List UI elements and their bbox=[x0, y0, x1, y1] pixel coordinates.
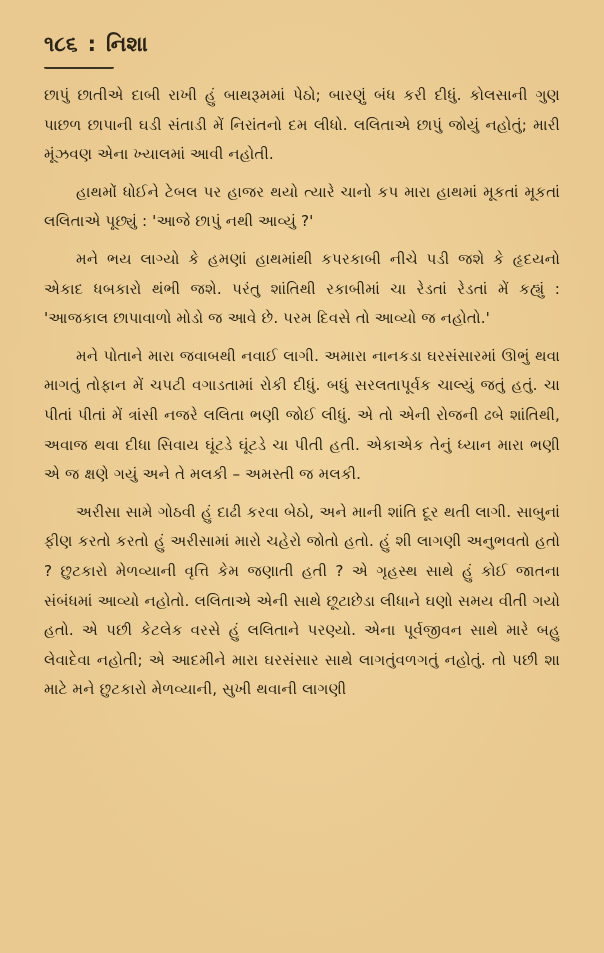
paragraph-3: મને ભય લાગ્યો કે હમણાં હાથમાંથી કપરકાબી નીચે પડી જશે કે હૃદયનો એકાદ ધબકારો થંભી જશે. પરંતુ શાંતિથી રકાબીમાં ચા રેડતાં રેડતાં મેં કહ્યું : 'આજકાલ છાપાવાળો મોડો જ આવે છે. પરમ દિવસે તો આવ્યો જ નહોતો.' bbox=[44, 249, 560, 328]
page-number: ૧૮૬ bbox=[44, 31, 78, 56]
header-underline bbox=[44, 64, 114, 69]
running-title: નિશા bbox=[106, 31, 148, 56]
paragraph-5: અરીસા સામે ગોઠવી હું દાઢી કરવા બેઠો, અને માની શાંતિ દૂર થતી લાગી. સાબુનાં ફીણ કરતો કરતો હું અરીસામાં મારો ચહેરો જોતો હતો. હું શી લાગણી અનુભવતો હતો ? છુટકારો મેળવ્યાની વૃત્તિ કેમ જણાતી હતી ? એ ગૃહસ્થ સાથે હું કોઈ જાતના સંબંધમાં આવ્યો નહોતો. લલિતાએ એની સાથે છૂટાછેડા લીધાને ઘણો સમય વીતી ગયો હતો. એ પછી કેટલેક વરસે હું લલિતાને પરણ્યો. એના પૂર્વજીવન સાથે મારે બહુ લેવાદેવા નહોતી; એ આદમીને મારા ઘરસંસાર સાથે લાગતુંવળગતું નહોતું. તો પછી શા માટે મને છુટકારો મેળવ્યાની, સુખી થવાની લાગણી bbox=[44, 502, 560, 699]
body-text bbox=[44, 81, 560, 705]
paragraph-4: મને પોતાને મારા જવાબથી નવાઈ લાગી. અમારા નાનકડા ઘરસંસારમાં ઊભું થવા માગતું તોફાન મેં ચપટી વગાડતામાં રોકી દીધું. બધું સરલતાપૂર્વક ચાલ્યું જતું હતું. ચા પીતાં પીતાં મેં ત્રાંસી નજરે લલિતા ભણી જોઈ લીધું. એ તો એની રોજની ઢબે શાંતિથી, અવાજ થવા દીધા સિવાય ઘૂંટડે ઘૂંટડે ચા પીતી હતી. એકાએક તેનું ધ્યાન મારા ભણી એ જ ક્ષણે ગયું અને તે મલકી – અમસ્તી જ મલકી. bbox=[44, 346, 560, 484]
header-separator: : bbox=[87, 32, 97, 56]
page-header bbox=[44, 28, 560, 60]
paragraph-2: હાથમોં ધોઈને ટેબલ પર હાજર થયો ત્યારે ચાનો કપ મારા હાથમાં મૂકતાં મૂકતાં લલિતાએ પૂછ્યું : 'આજે છાપું નથી આવ્યું ?' bbox=[44, 182, 560, 231]
paragraph-1: છાપું છાતીએ દાબી રાખી હું બાથરૂમમાં પેઠો; બારણું બંધ કરી દીધું. કોલસાની ગુણ પાછળ છાપાની ઘડી સંતાડી મેં નિરાંતનો દમ લીધો. લલિતાએ છાપું જોયું નહોતું; મારી મૂંઝવણ એના ખ્યાલમાં આવી નહોતી. bbox=[44, 86, 560, 164]
